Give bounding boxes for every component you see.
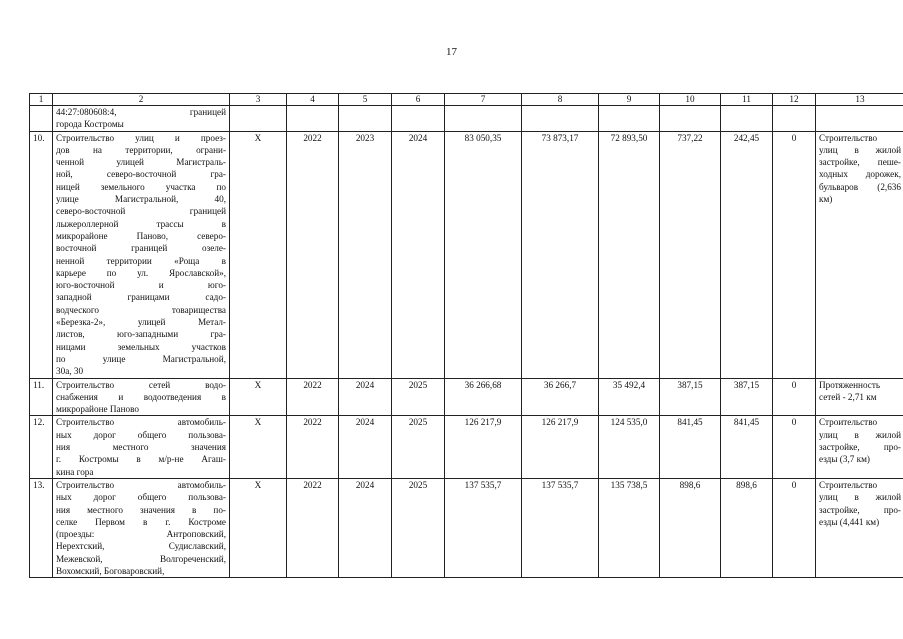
empty-cell bbox=[522, 106, 599, 132]
text-line: селке Первом в г. Костроме bbox=[56, 516, 226, 527]
object-name-cell bbox=[53, 478, 230, 577]
text-line: снабжения и водоотведения в bbox=[56, 391, 226, 402]
object-name-cell bbox=[53, 131, 230, 378]
header-row bbox=[30, 94, 903, 106]
text-line: застройке, пеше- bbox=[819, 157, 901, 168]
object-name-cell bbox=[53, 378, 230, 416]
empty-cell bbox=[599, 106, 660, 132]
value-cell-col11: 898,6 bbox=[721, 478, 773, 577]
text-line: листов, юго-западными гра- bbox=[56, 329, 226, 340]
table-row-continuation bbox=[30, 106, 903, 132]
text-line: улиц в жилой bbox=[819, 492, 901, 503]
text-line: ной, северо-восточной гра- bbox=[56, 169, 226, 180]
value-cell-col12: 0 bbox=[773, 131, 816, 378]
page-number: 17 bbox=[446, 46, 457, 58]
value-cell-col10: 898,6 bbox=[660, 478, 721, 577]
text-line: Строительство сетей водо- bbox=[56, 379, 226, 390]
object-name-cell bbox=[53, 416, 230, 478]
text-line: км) bbox=[819, 194, 833, 205]
value-cell-col8: 73 873,17 bbox=[522, 131, 599, 378]
column-header-12: 12 bbox=[773, 94, 816, 106]
value-cell-col12: 0 bbox=[773, 416, 816, 478]
empty-cell bbox=[721, 106, 773, 132]
text-line: (проезды: Антроповский, bbox=[56, 529, 226, 540]
text-line: улице Магистральной, 40, bbox=[56, 194, 226, 205]
row-number-cell: 11. bbox=[30, 378, 53, 416]
empty-cell bbox=[816, 106, 903, 132]
value-cell-col12: 0 bbox=[773, 378, 816, 416]
text-line: «Березка-2», улицей Метал- bbox=[56, 317, 226, 328]
object-name-cell bbox=[53, 106, 230, 132]
text-line: Строительство bbox=[819, 417, 878, 428]
value-cell-col7: 137 535,7 bbox=[445, 478, 522, 577]
column-header-1: 1 bbox=[30, 94, 53, 106]
value-cell-col6: 2025 bbox=[392, 416, 445, 478]
row-number-cell bbox=[30, 106, 53, 132]
text-line: застройке, про- bbox=[819, 442, 901, 453]
text-line: Вохомский, Боговаровский, bbox=[56, 565, 165, 576]
value-cell-col10: 841,45 bbox=[660, 416, 721, 478]
value-cell-col8: 36 266,7 bbox=[522, 378, 599, 416]
text-line: по улице Магистральной, bbox=[56, 353, 226, 364]
value-cell-col11: 387,15 bbox=[721, 378, 773, 416]
text-line: ненной территории «Роща в bbox=[56, 255, 226, 266]
value-cell-col6: 2024 bbox=[392, 131, 445, 378]
text-line: Строительство автомобиль- bbox=[56, 479, 226, 490]
text-line: карьере по ул. Ярославской», bbox=[56, 267, 226, 278]
value-cell-col5: 2024 bbox=[339, 378, 392, 416]
value-cell-col3: Х bbox=[230, 378, 287, 416]
text-line: города Костромы bbox=[56, 119, 124, 130]
value-cell-col9: 135 738,5 bbox=[599, 478, 660, 577]
value-cell-col4: 2022 bbox=[287, 416, 339, 478]
text-line: водческого товарищества bbox=[56, 304, 226, 315]
value-cell-col4: 2022 bbox=[287, 478, 339, 577]
column-header-10: 10 bbox=[660, 94, 721, 106]
table-row bbox=[30, 131, 903, 378]
text-line: Строительство улиц и проез- bbox=[56, 132, 226, 143]
value-cell-col5: 2024 bbox=[339, 478, 392, 577]
value-cell-col7: 36 266,68 bbox=[445, 378, 522, 416]
text-line: ницами земельных участков bbox=[56, 341, 226, 352]
text-line: ных дорог общего пользова- bbox=[56, 492, 226, 503]
value-cell-col9: 124 535,0 bbox=[599, 416, 660, 478]
column-header-3: 3 bbox=[230, 94, 287, 106]
value-cell-col5: 2024 bbox=[339, 416, 392, 478]
text-line: ницей земельного участка по bbox=[56, 181, 226, 192]
column-header-13: 13 bbox=[816, 94, 903, 106]
value-cell-col5: 2023 bbox=[339, 131, 392, 378]
text-line: микрорайоне Паново bbox=[56, 404, 139, 415]
result-note-cell bbox=[816, 478, 903, 577]
empty-cell bbox=[287, 106, 339, 132]
text-line: бульваров (2,636 bbox=[819, 181, 901, 192]
value-cell-col4: 2022 bbox=[287, 378, 339, 416]
result-note-cell bbox=[816, 416, 903, 478]
value-cell-col3: Х bbox=[230, 416, 287, 478]
text-line: 44:27:080608:4, границей bbox=[56, 107, 226, 117]
value-cell-col9: 35 492,4 bbox=[599, 378, 660, 416]
text-line: езды (4,441 км) bbox=[819, 516, 880, 527]
table-body bbox=[30, 94, 903, 578]
text-line: дов на территории, ограни- bbox=[56, 144, 226, 155]
column-header-6: 6 bbox=[392, 94, 445, 106]
empty-cell bbox=[660, 106, 721, 132]
text-line: Строительство bbox=[819, 132, 878, 143]
value-cell-col6: 2025 bbox=[392, 478, 445, 577]
text-line: Межевской, Волгореченский, bbox=[56, 553, 226, 564]
result-note-cell bbox=[816, 378, 903, 416]
table-row bbox=[30, 416, 903, 478]
text-line: г. Костромы в м/р-не Агаш- bbox=[56, 454, 226, 465]
value-cell-col4: 2022 bbox=[287, 131, 339, 378]
value-cell-col10: 387,15 bbox=[660, 378, 721, 416]
empty-cell bbox=[230, 106, 287, 132]
text-line: лыжероллерной трассы в bbox=[56, 218, 226, 229]
text-line: Строительство автомобиль- bbox=[56, 417, 226, 428]
empty-cell bbox=[339, 106, 392, 132]
value-cell-col8: 137 535,7 bbox=[522, 478, 599, 577]
text-line: Нерехтский, Судиславский, bbox=[56, 541, 226, 552]
empty-cell bbox=[773, 106, 816, 132]
row-number-cell: 13. bbox=[30, 478, 53, 577]
value-cell-col11: 242,45 bbox=[721, 131, 773, 378]
value-cell-col3: Х bbox=[230, 478, 287, 577]
text-line: сетей - 2,71 км bbox=[819, 391, 877, 402]
column-header-7: 7 bbox=[445, 94, 522, 106]
row-number-cell: 10. bbox=[30, 131, 53, 378]
text-line: ния местного значения в по- bbox=[56, 504, 226, 515]
program-table bbox=[29, 93, 903, 578]
text-line: застройке, про- bbox=[819, 504, 901, 515]
text-line: улиц в жилой bbox=[819, 144, 901, 155]
empty-cell bbox=[392, 106, 445, 132]
value-cell-col8: 126 217,9 bbox=[522, 416, 599, 478]
value-cell-col9: 72 893,50 bbox=[599, 131, 660, 378]
text-line: ния местного значения bbox=[56, 442, 226, 453]
value-cell-col6: 2025 bbox=[392, 378, 445, 416]
column-header-11: 11 bbox=[721, 94, 773, 106]
column-header-8: 8 bbox=[522, 94, 599, 106]
text-line: улиц в жилой bbox=[819, 429, 901, 440]
column-header-5: 5 bbox=[339, 94, 392, 106]
text-line: езды (3,7 км) bbox=[819, 454, 870, 465]
table-row bbox=[30, 378, 903, 416]
column-header-9: 9 bbox=[599, 94, 660, 106]
text-line: западной границами садо- bbox=[56, 292, 226, 303]
text-line: юго-восточной и юго- bbox=[56, 280, 226, 291]
value-cell-col11: 841,45 bbox=[721, 416, 773, 478]
text-line: Строительство bbox=[819, 479, 878, 490]
text-line: северо-восточной границей bbox=[56, 206, 226, 217]
row-number-cell: 12. bbox=[30, 416, 53, 478]
text-line: ченной улицей Магистраль- bbox=[56, 157, 226, 168]
result-note-cell bbox=[816, 131, 903, 378]
value-cell-col7: 126 217,9 bbox=[445, 416, 522, 478]
value-cell-col12: 0 bbox=[773, 478, 816, 577]
text-line: восточной границей озеле- bbox=[56, 243, 226, 254]
text-line: Протяженность bbox=[819, 379, 881, 390]
column-header-4: 4 bbox=[287, 94, 339, 106]
column-header-2: 2 bbox=[53, 94, 230, 106]
value-cell-col7: 83 050,35 bbox=[445, 131, 522, 378]
table-row bbox=[30, 478, 903, 577]
text-line: ходных дорожек, bbox=[819, 169, 901, 180]
text-line: 30а, 30 bbox=[56, 366, 84, 377]
value-cell-col3: Х bbox=[230, 131, 287, 378]
empty-cell bbox=[445, 106, 522, 132]
text-line: микрорайоне Паново, северо- bbox=[56, 230, 226, 241]
value-cell-col10: 737,22 bbox=[660, 131, 721, 378]
text-line: ных дорог общего пользова- bbox=[56, 429, 226, 440]
text-line: кина гора bbox=[56, 466, 94, 477]
